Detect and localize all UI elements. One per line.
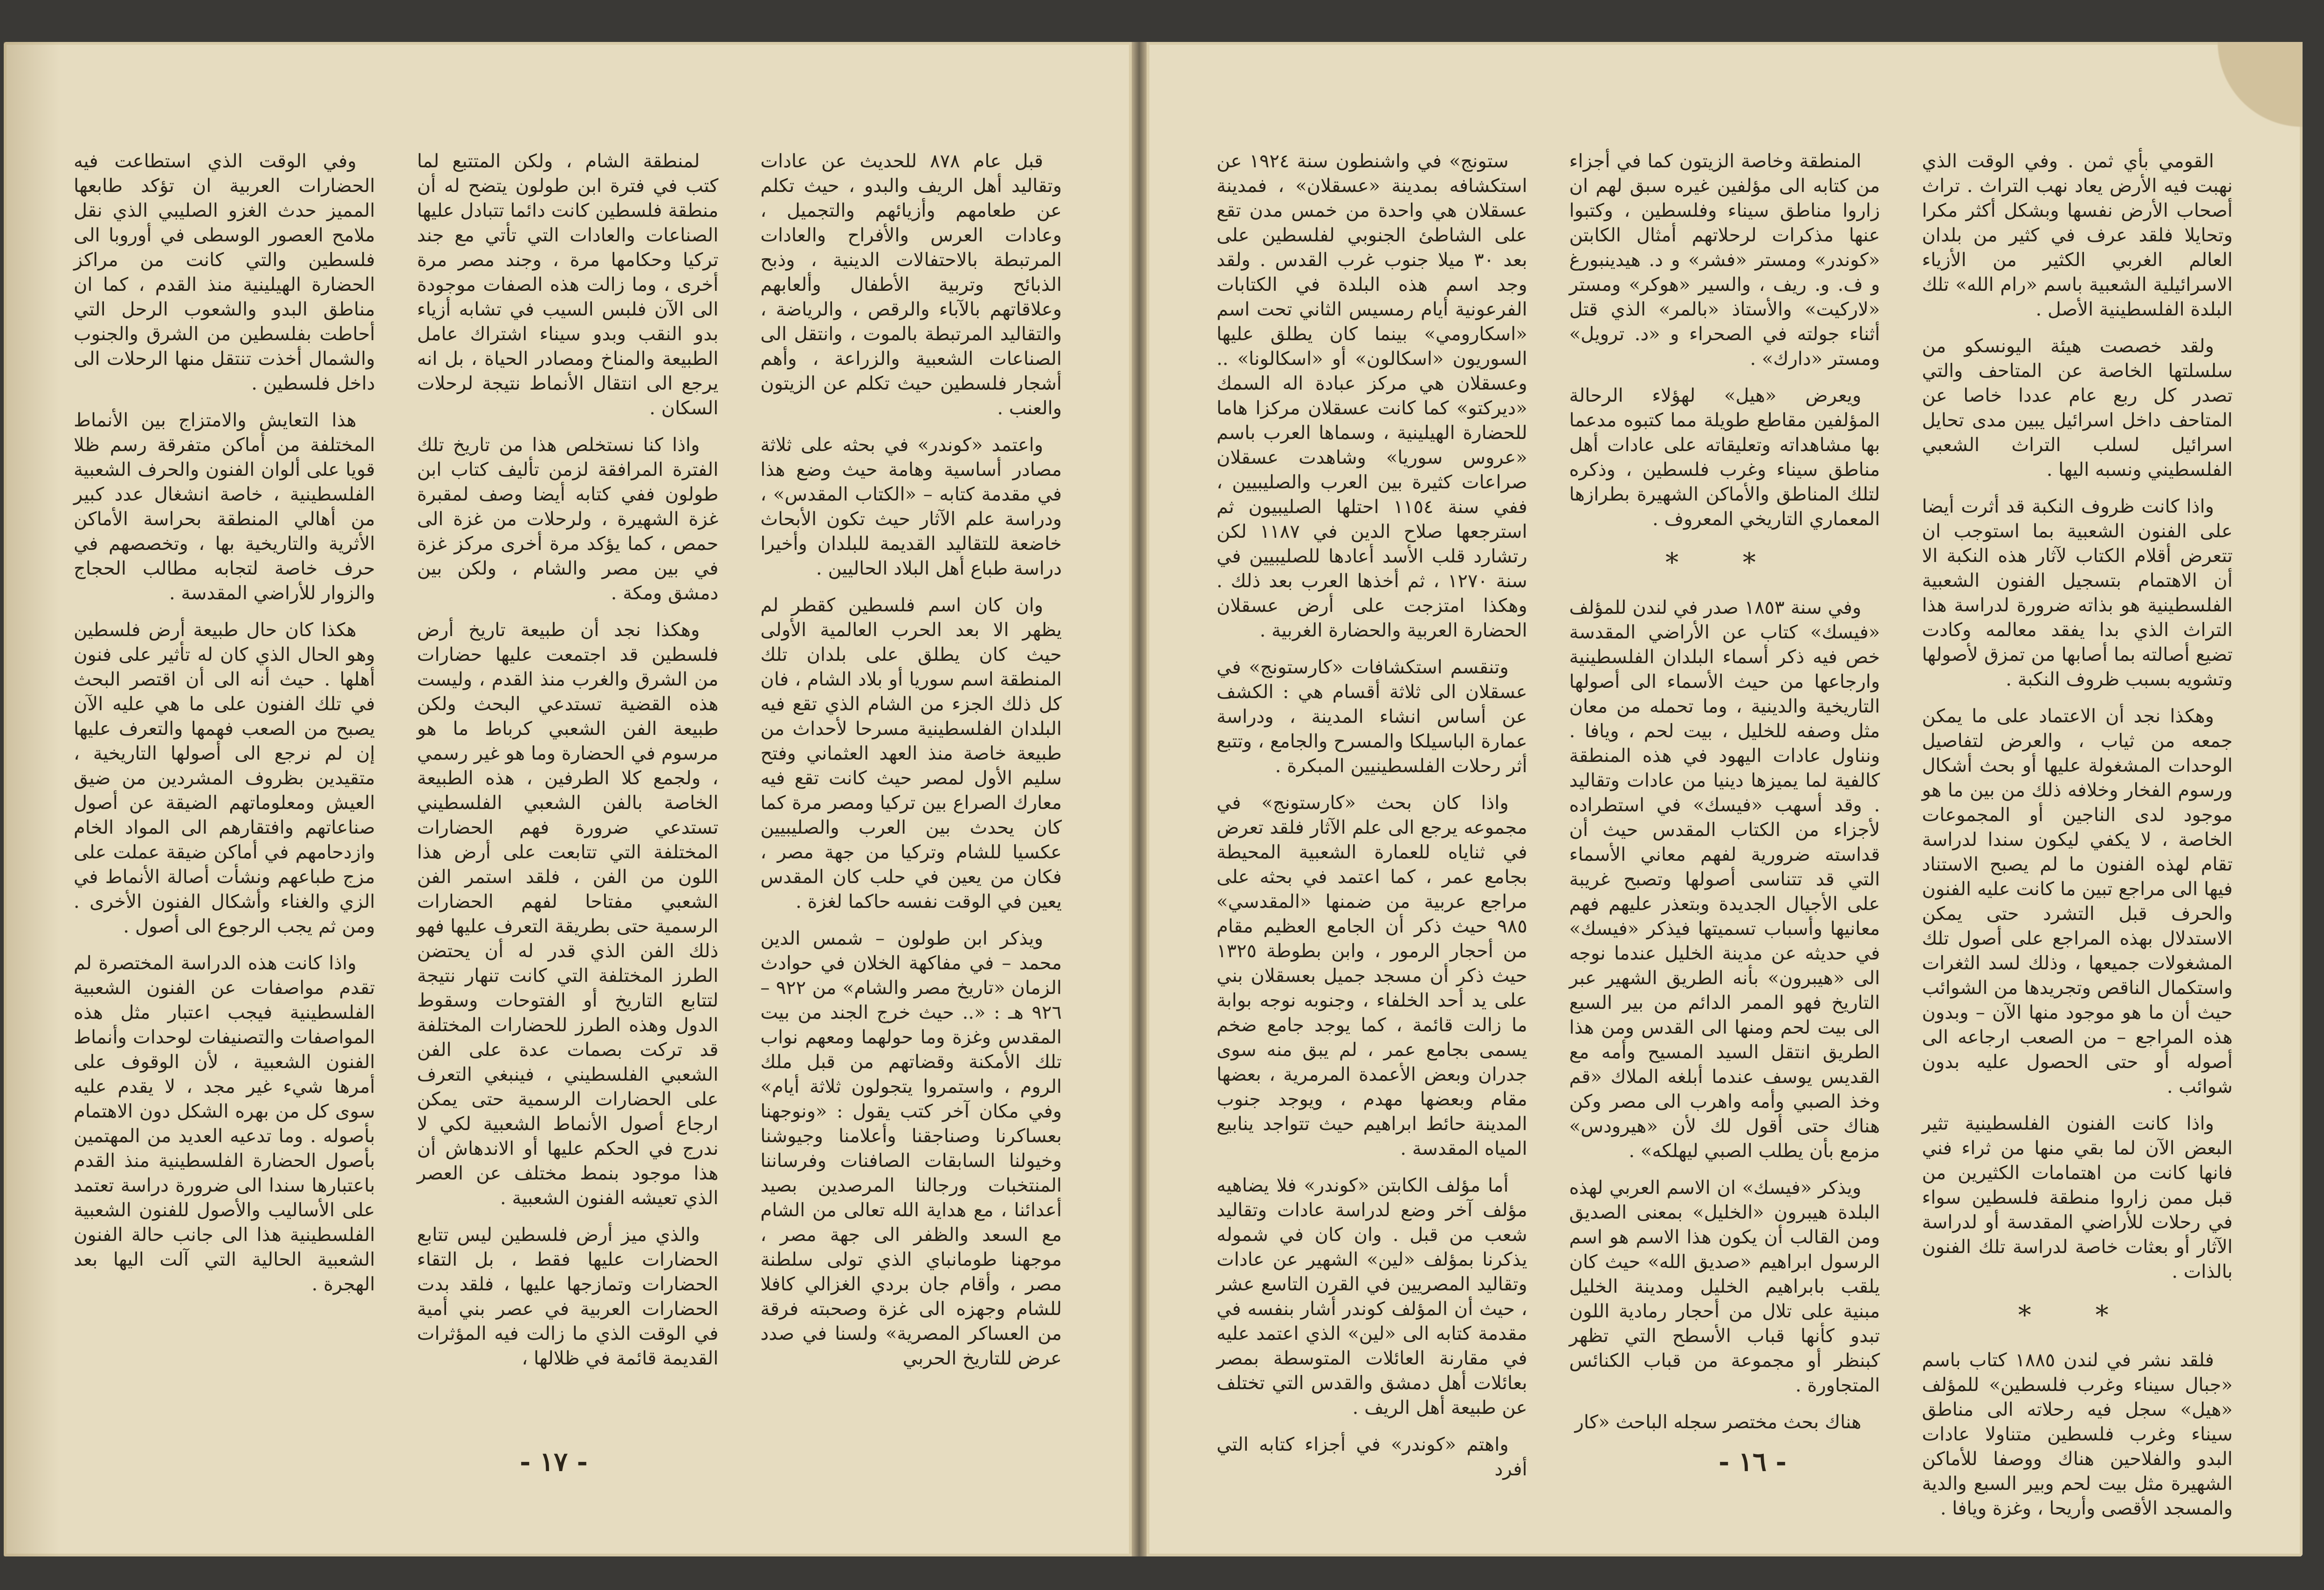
right-column-top (1922, 149, 2233, 1284)
section-divider-stars: * * (1665, 548, 1784, 578)
paragraph: وفي سنة ١٨٥٣ صدر في لندن للمؤلف «فيسك» كتاب عن الأراضي المقدسة خص فيه ذكر أسماء البلدان الفلسطينية وارجاعها من حيث الأسماء الى أصولها التاريخية والدينية ، وما تحمله من معان مثل وصفه للخليل ، بيت لحم ، ويافا . ونناول عادات اليهود في هذه المنطقة كالفية لما يميزها دينيا من عادات وتقاليد . وقد أسهب «فيسك» في استطراده لأجزاء من الكتاب المقدس حيث أن قداسته ضرورية لفهم معاني الأسماء التي قد تتناسى أصولها وتصبح غريبة على الأجيال الجديدة وبتعذر عليهم فهم معانيها وأسباب تسميتها فيذكر «فيسك» في حديثه عن مدينة الخليل عندما نوجه الى «هيبرون» بأنه الطريق الشهير عبر التاريخ فهو الممر الدائم من بير السبع الى بيت لحم ومنها الى القدس ومن هذا الطريق انتقل السيد المسيح وأمه مع القديس يوسف عندما أبلغه الملاك «قم وخذ الصبي وأمه واهرب الى مصر وكن هناك حتى أقول لك لأن «هيرودس» مزمع بأن يطلب الصبي ليهلكه» . (1569, 597, 1880, 1162)
right-page-column-right (1922, 149, 2233, 1519)
right-page (1147, 42, 2303, 1556)
paragraph: ويذكر ابن طولون – شمس الدين محمد – في مفاكهة الخلان في حوادث الزمان «تاريخ مصر والشام» من ٩٢٢ – ٩٢٦ هـ : «.. حيث خرج الجند من بيت المقدس وغزة وما حولهما ومعهم نواب تلك الأمكنة وقضاتهم من قبل ملك الروم ، واستمروا يتجولون ثلاثة أيام» وفي مكان آخر كتب يقول : «ونوجهنا بعساكرنا وصناجقنا وأعلامنا وجيوشنا وخيولنا السابقات الصافنات وفرساننا المنتخبات ورجالنا المرصدين بصيد أعدائنا ، مع هداية الله تعالى من الشام مع السعد والظفر الى جهة مصر ، موجهنا طومانباي الذي تولى سلطنة مصر ، وأقام جان بردي الغزالي كافلا للشام وجهزه الى غزة وصحبته فرقة من العساكر المصرية» ولسنا في صدد عرض للتاريخ الحربي (760, 928, 1062, 1369)
book-gutter (1132, 42, 1147, 1556)
paragraph: هكذا كان حال طبيعة أرض فلسطين وهو الحال الذي كان له تأثير على فنون أهلها . حيث أنه الى أن اقتصر البحث في تلك الفنون على ما هي عليه الآن يصبح من الصعب فهمها والتعرف عليها إن لم نرجع الى أصولها التاريخية ، متقيدين بظروف المشردين من ضيق العيش ومعلوماتهم الضيقة عن أصول صناعاتهم وافتقارهم الى المواد الخام وازدحامهم في أماكن ضيقة عملت على مزج طباعهم ونشأت أصالة الأنماط في الزي والغناء وأشكال الفنون الأخرى . ومن ثم يجب الرجوع الى أصول . (74, 619, 375, 937)
paragraph: واهتم «كوندر» في أجزاء كتابه التي أفرد (1217, 1434, 1527, 1480)
paragraph: ويذكر «فيسك» ان الاسم العربي لهذه البلدة هيبرون «الخليل» بمعنى الصديق ومن القالب أن يكون هذا الاسم هو اسم الرسول ابراهيم «صديق الله» حيث كان يلقب بابراهيم الخليل ومدينة الخليل مبنية على تلال من أحجار رمادية اللون تبدو كأنها قباب الأسطح التي تظهر كبنظر أو مجموعة من قباب الكنائس المتجاورة . (1569, 1177, 1880, 1396)
middle-column-bottom (1569, 596, 1880, 1435)
paragraph: واذا كانت ظروف النكبة قد أثرت أيضا على الفنون الشعبية بما استوجب ان تتعرض أقلام الكتاب لآثار هذه النكبة الا أن الاهتمام بتسجيل الفنون الشعبية الفلسطينية هو بذاته ضرورة لدراسة هذا التراث الذي بدا يفقد معالمه وكادت تضيع أصالته بما أصابها من تمزق لأصولها وتشويه بسبب ظروف النكبة . (1922, 496, 2233, 690)
right-page-column-middle (1569, 149, 1880, 1433)
paragraph: واذا كان بحث «كارستونج» في مجموعه يرجع الى علم الآثار فلقد تعرض في ثناياه للعمارة الشعبية المحيطة بجامع عمر ، كما اعتمد في بحثه على مراجع عربية من ضمنها «المقدسي» ٩٨٥ حيث ذكر أن الجامع العظيم مقام من أحجار الرمور ، وابن بطوطة ١٣٢٥ حيث ذكر أن مسجد جميل بعسقلان بني على يد أحد الخلفاء ، وجنوبه نوجه بوابة ما زالت قائمة ، كما يوجد جامع ضخم يسمى بجامع عمر ، لم يبق منه سوى جدران وبعض الأعمدة المرمرية ، بعضها مقام وبعضها مهدم ، ويوجد جنوب المدينة حائط ابراهيم حيث تتواجد ينابيع المياه المقدسة . (1217, 792, 1527, 1159)
page-number-16: - ١٦ - (1719, 1446, 1787, 1477)
left-page (4, 42, 1132, 1556)
paragraph: واعتمد «كوندر» في بحثه على ثلاثة مصادر أساسية وهامة حيث وضع هذا في مقدمة كتابه – «الكتاب المقدس» ، ودراسة علم الآثار حيث تكون الأبحاث خاضعة للتقاليد القديمة للبلدان وأخيرا دراسة طباع أهل البلاد الحاليين . (760, 434, 1062, 579)
paragraph: هذا التعايش والامتزاج بين الأنماط المختلفة من أماكن متفرقة رسم ظلا قويا على ألوان الفنون والحرف الشعبية الفلسطينية ، خاصة انشغال عدد كبير من أهالي المنطقة بحراسة الأماكن الأثرية والتاريخية بها ، وتخصصهم في حرف خاصة لتجابه مطالب الحجاج والزوار للأراضي المقدسة . (74, 410, 375, 604)
section-divider-stars-2: * * (2018, 1300, 2137, 1330)
paragraph: القومي بأي ثمن . وفي الوقت الذي نهبت فيه الأرض يعاد نهب التراث . تراث أصحاب الأرض نفسها وبشكل أكثر مكرا وتحايلا فلقد عرف في كثير من بلدان العالم الغربي الكثير من الأزياء الاسرائيلية الشعبية باسم «رام الله» تلك البلدة الفلسطينية الأصل . (1922, 151, 2233, 320)
paragraph: وتنقسم استكشافات «كارستونج» في عسقلان الى ثلاثة أقسام هي : الكشف عن أساس انشاء المدينة ، ودراسة عمارة الباسيلكا والمسرح والجامع ، وتتبع أثر رحلات الفلسطينيين المبكرة . (1217, 657, 1527, 777)
paragraph: ولقد خصصت هيئة اليونسكو من سلسلتها الخاصة عن المتاحف والتي تصدر كل ربع عام عددا خاصا عن المتاحف داخل اسرائيل يبين مدى تحايل اسرائيل لسلب التراث الشعبي الفلسطيني ونسبه اليها . (1922, 336, 2233, 480)
right-page-column-left (1217, 149, 1527, 1480)
paragraph: ويعرض «هيل» لهؤلاء الرحالة المؤلفين مقاطع طويلة مما كتبوه مدعما بها مشاهداته وتعليقاته على عادات أهل مناطق سيناء وغرب فلسطين ، وذكره لتلك المناطق والأماكن الشهيرة بطرازها المعماري التاريخي المعروف . (1569, 385, 1880, 530)
paragraph: واذا كنا نستخلص هذا من تاريخ تلك الفترة المرافقة لزمن تأليف كتاب ابن طولون ففي كتابه أيضا وصف لمقبرة غزة الشهيرة ، ولرحلات من غزة الى حمص ، كما يؤكد مرة أخرى مركز غزة في بين مصر والشام ، ولكن بين دمشق ومكة . (417, 434, 719, 604)
left-page-column-middle (417, 149, 719, 1403)
left-page-columns (74, 149, 1062, 1403)
paper-stain (4, 42, 60, 1556)
right-column-bottom (1922, 1348, 2233, 1521)
paragraph: هناك بحث مختصر سجله الباحث «كار (1575, 1412, 1862, 1433)
paragraph: وهكذا نجد أن طبيعة تاريخ أرض فلسطين قد اجتمعت عليها حضارات من الشرق والغرب منذ القدم ، وليست هذه القضية تستدعي البحث ولكن طبيعة الفن الشعبي كرباط ما هو مرسوم في الحضارة وما هو غير رسمي ، ولجمع كلا الطرفين ، هذه الطبيعة الخاصة بالفن الشعبي الفلسطيني تستدعي ضرورة فهم الحضارات المختلفة التي تتابعت على أرض هذا اللون من الفن ، فلقد استمر الفن الشعبي مفتاحا لفهم الحضارات الرسمية حتى بطريقة التعرف عليها فهو ذلك الفن الذي قدر له أن يحتضن الطرز المختلفة التي كانت تنهار نتيجة لتتابع التاريخ أو الفتوحات وسقوط الدول وهذه الطرز للحضارات المختلفة قد تركت بصمات عدة على الفن الشعبي الفلسطيني ، فينبغي التعرف على الحضارات الرسمية حتى يمكن ارجاع أصول الأنماط الشعبية لكي لا ندرج في الحكم عليها أو الاندهاش أن هذا موجود بنمط مختلف عن العصر الذي تعيشه الفنون الشعبية . (417, 619, 719, 1209)
folded-corner (2181, 42, 2303, 135)
paragraph: أما مؤلف الكابتن «كوندر» فلا يضاهيه مؤلف آخر وضع لدراسة عادات وتقاليد شعب من قبل . وان كان في شموله يذكرنا بمؤلف «لين» الشهير عن عادات وتقاليد المصريين في القرن التاسع عشر ، حيث أن المؤلف كوندر أشار بنفسه في مقدمة كتابه الى «لين» الذي اعتمد عليه في مقارنة العائلات المتوسطة بمصر بعائلات أهل دمشق والقدس التي تختلف عن طبيعة أهل الريف . (1217, 1175, 1527, 1419)
paragraph: فلقد نشر في لندن ١٨٨٥ كتاب باسم «جبال سيناء وغرب فلسطين» للمؤلف «هيل» سجل فيه رحلاته الى مناطق سيناء وغرب فلسطين متناولا عادات البدو والفلاحين هناك ووصفا للأماكن الشهيرة مثل بيت لحم وبير السبع والدية والمسجد الأقصى وأريحا ، وغزة ويافا . (1922, 1350, 2233, 1519)
paragraph: وفي الوقت الذي استطاعت فيه الحضارات العربية ان تؤكد طابعها المميز حدث الغزو الصليبي الذي نقل ملامح العصور الوسطى في أوروبا الى فلسطين والتي كانت من مراكز الحضارة الهيلينية منذ القدم ، كما ان مناطق البدو والشعوب الرحل التي أحاطت بفلسطين من الشرق والجنوب والشمال أخذت تنتقل منها الرحلات الى داخل فلسطين . (74, 151, 375, 394)
page-number-17: - ١٧ - (520, 1446, 588, 1477)
middle-column-top (1569, 149, 1880, 532)
paragraph: ستونج» في واشنطون سنة ١٩٢٤ عن استكشافه بمدينة «عسقلان» ، فمدينة عسقلان هي واحدة من خمس مدن تقع على الشاطئ الجنوبي لفلسطين على بعد ٣٠ ميلا جنوب غرب القدس . ولقد وجد اسم هذه البلدة في الكتابات الفرعونية أيام رمسيس الثاني تحت اسم «اسكارومي» بينما كان يطلق عليها السوريون «اسكالون» أو «اسكالونا» .. وعسقلان هي مركز عبادة اله السمك «ديركتو» كما كانت عسقلان مركزا هاما للحضارة الهيلينية ، وسماها العرب باسم «عروس سوريا» وشاهدت عسقلان صراعات كثيرة بين العرب والصليبيين ، ففي سنة ١١٥٤ احتلها الصليبيون ثم استرجعها صلاح الدين في ١١٨٧ لكن رتشارد قلب الأسد أعادها للصليبيين في سنة ١٢٧٠ ، ثم أخذها العرب بعد ذلك . وهكذا امتزجت على أرض عسقلان الحضارة العربية والحضارة الغربية . (1217, 151, 1527, 641)
paragraph: قبل عام ٨٧٨ للحديث عن عادات وتقاليد أهل الريف والبدو ، حيث تكلم عن طعامهم وأزيائهم والتجميل ، وعادات العرس والأفراح والعادات المرتبطة بالاحتفالات الدينية ، وذبح الذبائح وتربية الأطفال وألعابهم وعلاقاتهم بالآباء والرقص ، والرياضة ، والتقاليد المرتبطة بالموت ، وانتقل الى الصناعات الشعبية والزراعة ، وأهم أشجار فلسطين حيث تكلم عن الزيتون والعنب . (760, 151, 1062, 419)
left-page-column-right (760, 149, 1062, 1403)
paragraph: واذا كانت الفنون الفلسطينية تثير البعض الآن لما بقي منها من ثراء فني فانها كانت من اهتمامات الكثيرين من قبل ممن زاروا منطقة فلسطين سواء في رحلات للأراضي المقدسة أو لدراسة الآثار أو بعثات خاصة لدراسة تلك الفنون بالذات . (1922, 1113, 2233, 1282)
left-page-column-left (74, 149, 375, 1403)
paragraph: والذي ميز أرض فلسطين ليس تتابع الحضارات عليها فقط ، بل التقاء الحضارات وتمازجها عليها ، فلقد بدت الحضارات العربية في عصر بني أمية في الوقت الذي ما زالت فيه المؤثرات القديمة قائمة في ظلالها ، (417, 1224, 719, 1369)
paragraph: وان كان اسم فلسطين كقطر لم يظهر الا بعد الحرب العالمية الأولى حيث كان يطلق على بلدان تلك المنطقة اسم سوريا أو بلاد الشام ، فان كل ذلك الجزء من الشام الذي تقع فيه البلدان الفلسطينية مسرحا لأحداث من طبيعة خاصة منذ العهد العثماني وفتح سليم الأول لمصر حيث كانت تقع فيه معارك الصراع بين تركيا ومصر مرة كما كان يحدث بين العرب والصليبيين عكسيا للشام وتركيا من جهة مصر ، فكان من يعين في حلب كان المقدس يعين في الوقت نفسه حاكما لغزة . (760, 595, 1062, 912)
paragraph: وهكذا نجد أن الاعتماد على ما يمكن جمعه من ثياب ، والعرض لتفاصيل الوحدات المشغولة عليها أو بحث أشكال ورسوم الفخار وخلافه ذلك من بين ما هو موجود لدى الناجين أو المجموعات الخاصة ، لا يكفي ليكون سندا لدراسة تقام لهذه الفنون ما لم يصبح الاستناد فيها الى مراجع تبين ما كانت عليه الفنون والحرف قبل التشرد حتى يمكن الاستدلال بهذه المراجع على أصول تلك المشغولات جميعها ، وذلك لسد الثغرات واستكمال الناقص وتجريدها من الشوائب حيث أن ما هو موجود منها الآن – وبدون هذه المراجع – من الصعب ارجاعه الى أصوله أو حتى الحصول عليه بدون شوائب . (1922, 706, 2233, 1097)
paragraph: المنطقة وخاصة الزيتون كما في أجزاء من كتابه الى مؤلفين غيره سبق لهم ان زاروا مناطق سيناء وفلسطين ، وكتبوا عنها مذكرات لرحلاتهم أمثال الكابتن «كوندر» ومستر «فشر» و د. هيدينبورغ و ف. و. ريف ، والسير «هوكر» ومستر «لاركيت» والأستاذ «بالمر» الذي قتل أثناء جولته في الصحراء و «د. ترويل» ومستر «دارك» . (1569, 151, 1880, 370)
paragraph: واذا كانت هذه الدراسة المختصرة لم تقدم مواصفات عن الفنون الشعبية الفلسطينية فيجب اعتبار مثل هذه المواصفات والتصنيفات لوحدات وأنماط الفنون الشعبية ، لأن الوقوف على أمرها شيء غير مجد ، لا يقدم عليه سوى كل من بهره الشكل دون الاهتمام بأصوله . وما تدعيه العديد من المهتمين بأصول الحضارة الفلسطينية منذ القدم باعتبارها سندا الى ضرورة دراسة تعتمد على الأساليب والأصول للفنون الشعبية الفلسطينية هذا الى جانب حالة الفنون الشعبية الحالية التي آلت اليها بعد الهجرة . (74, 953, 375, 1295)
paragraph: لمنطقة الشام ، ولكن المتتبع لما كتب في فترة ابن طولون يتضح له أن منطقة فلسطين كانت دائما تتبادل عليها الصناعات والعادات التي تأتي مع جند تركيا وحكامها مرة ، وجند مصر مرة أخرى ، وما زالت هذه الصفات موجودة الى الآن فلبس السيب في تشابه أزياء بدو النقب وبدو سيناء اشتراك عامل الطبيعة والمناخ ومصادر الحياة ، بل انه يرجع الى انتقال الأنماط نتيجة لرحلات السكان . (417, 151, 719, 419)
